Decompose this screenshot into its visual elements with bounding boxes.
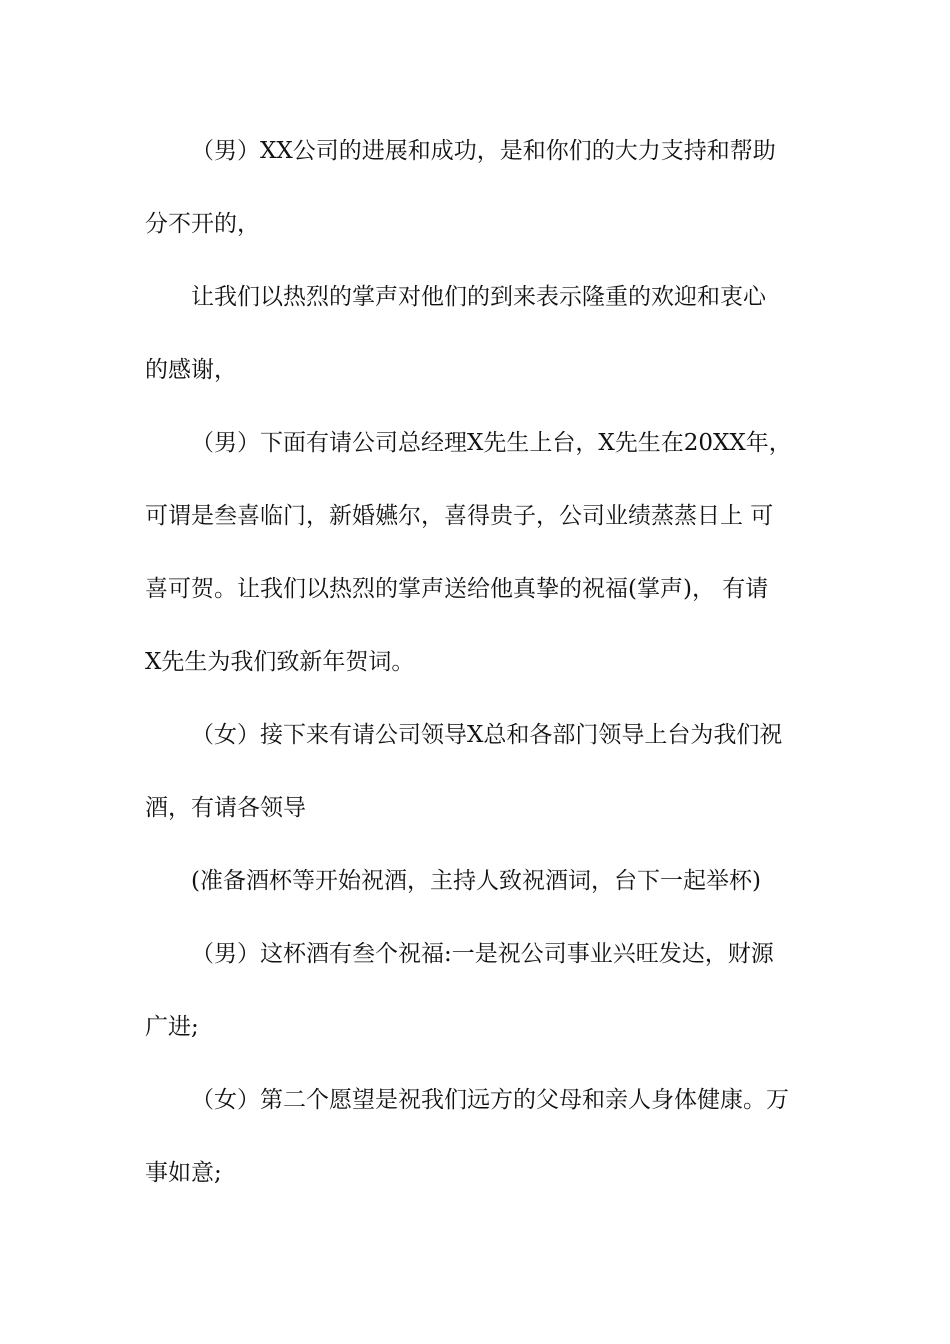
paragraph-line: （男）XX公司的进展和成功，是和你们的大力支持和帮助 — [191, 138, 776, 164]
paragraph-line: 事如意; — [145, 1160, 222, 1186]
paragraph-line: X先生为我们致新年贺词。 — [145, 649, 415, 675]
paragraph-line: （男）下面有请公司总经理X先生上台，X先生在20XX年， — [191, 430, 792, 456]
paragraph-line: 喜可贺。让我们以热烈的掌声送给他真挚的祝福(掌声)， 有请 — [145, 576, 769, 602]
paragraph-line: 广进; — [145, 1014, 199, 1040]
paragraph-line: 分不开的， — [145, 211, 260, 237]
paragraph-line: 让我们以热烈的掌声对他们的到来表示隆重的欢迎和衷心 — [191, 284, 766, 310]
document-body — [145, 129, 807, 1224]
paragraph-line: (准备酒杯等开始祝酒，主持人致祝酒词，台下一起举杯) — [191, 868, 761, 894]
paragraph-line: （女）接下来有请公司领导X总和各部门领导上台为我们祝 — [191, 722, 783, 748]
paragraph-line: 可谓是叁喜临门，新婚嬿尔，喜得贵子，公司业绩蒸蒸日上 可 — [145, 503, 774, 529]
paragraph-line: （女）第二个愿望是祝我们远方的父母和亲人身体健康。万 — [191, 1087, 789, 1113]
paragraph-line: 酒，有请各领导 — [145, 795, 306, 821]
paragraph-line: 的感谢， — [145, 357, 237, 383]
paragraph-line: （男）这杯酒有叁个祝福:一是祝公司事业兴旺发达，财源 — [191, 941, 774, 967]
